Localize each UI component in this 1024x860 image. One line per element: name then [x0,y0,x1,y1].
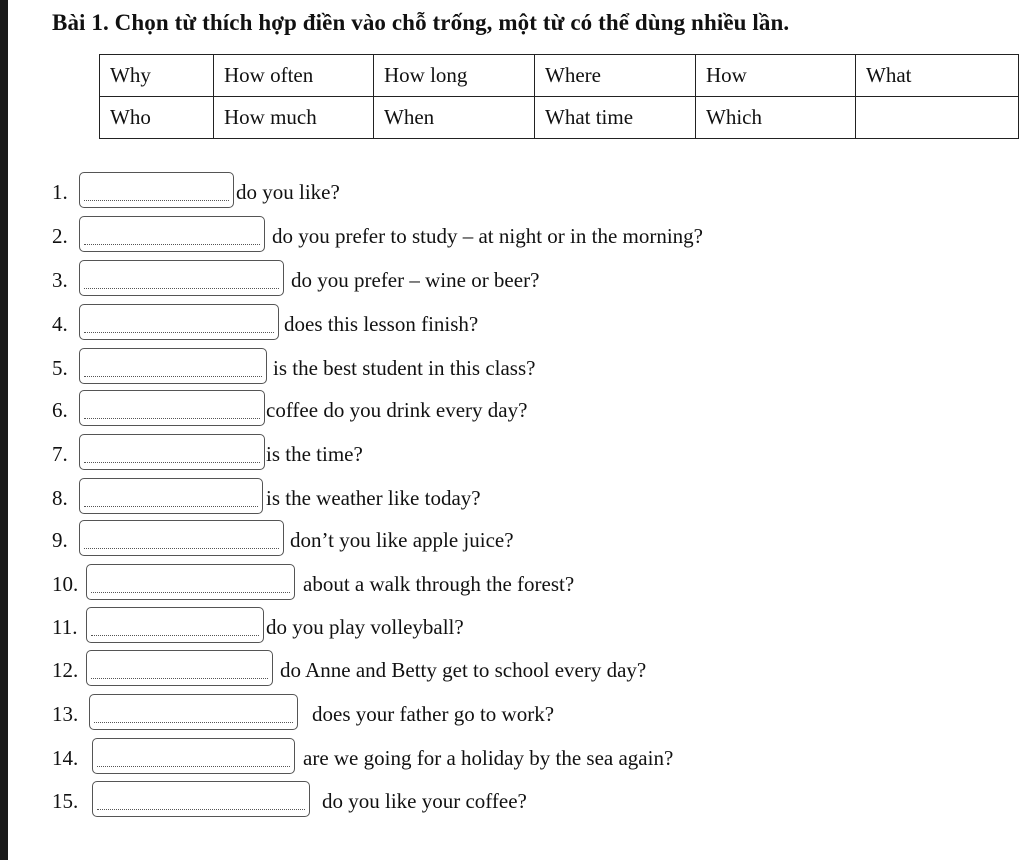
question-number: 11. [52,615,78,639]
word-bank-cell: What [856,55,1019,97]
answer-input[interactable] [86,607,264,643]
word-bank-cell [856,97,1019,139]
word-bank-cell: Who [100,97,214,139]
word-bank-row [100,55,1019,97]
question-text: do you like your coffee? [322,789,527,813]
word-bank-cell: How much [214,97,374,139]
answer-input[interactable] [79,478,263,514]
question-text: are we going for a holiday by the sea again? [303,746,674,770]
question-text: do you prefer to study – at night or in the morning? [272,224,704,248]
question-number: 8. [52,486,68,510]
word-bank-cell: How often [214,55,374,97]
question-number: 2. [52,224,68,248]
word-bank-cell: When [374,97,535,139]
answer-input[interactable] [79,304,279,340]
word-bank-cell: How [696,55,856,97]
question-text: do Anne and Betty get to school every day? [280,658,647,682]
word-bank-row [100,97,1019,139]
answer-input[interactable] [79,172,234,208]
answer-input[interactable] [89,694,298,730]
question-text: is the time? [266,442,363,466]
word-bank-cell: What time [535,97,696,139]
answer-input[interactable] [79,216,265,252]
word-bank-cell: Why [100,55,214,97]
answer-input[interactable] [79,434,265,470]
word-bank-cell: Which [696,97,856,139]
question-text: does your father go to work? [312,702,555,726]
answer-input[interactable] [79,390,265,426]
question-text: do you like? [236,180,340,204]
answer-input[interactable] [79,348,267,384]
answer-input[interactable] [92,781,310,817]
question-number: 6. [52,398,68,422]
answer-input[interactable] [79,520,284,556]
question-text: coffee do you drink every day? [266,398,528,422]
question-number: 15. [52,789,79,813]
question-number: 4. [52,312,68,336]
answer-input[interactable] [86,650,273,686]
left-edge-bar [0,0,8,860]
exercise-title: Bài 1. Chọn từ thích hợp điền vào chỗ trống, một từ có thể dùng nhiều lần. [52,10,790,35]
question-text: is the weather like today? [266,486,481,510]
question-text: do you prefer – wine or beer? [291,268,540,292]
word-bank-cell: Where [535,55,696,97]
word-bank-cell: How long [374,55,535,97]
answer-input[interactable] [79,260,284,296]
answer-input[interactable] [86,564,295,600]
question-number: 14. [52,746,79,770]
question-number: 1. [52,180,68,204]
question-text: about a walk through the forest? [303,572,575,596]
question-number: 7. [52,442,68,466]
question-number: 5. [52,356,68,380]
question-number: 9. [52,528,68,552]
question-number: 12. [52,658,79,682]
question-text: don’t you like apple juice? [290,528,514,552]
question-text: do you play volleyball? [266,615,464,639]
question-text: is the best student in this class? [273,356,536,380]
word-bank-table [99,54,1019,139]
question-number: 10. [52,572,79,596]
answer-input[interactable] [92,738,295,774]
question-number: 3. [52,268,68,292]
question-number: 13. [52,702,79,726]
question-text: does this lesson finish? [284,312,479,336]
